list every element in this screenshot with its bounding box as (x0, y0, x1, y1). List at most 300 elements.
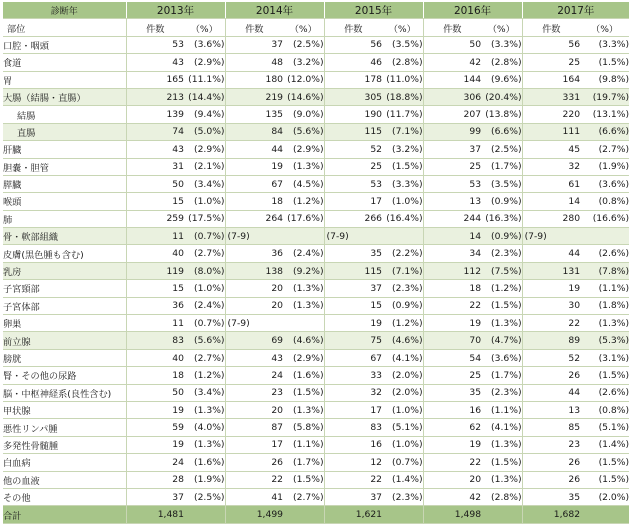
case-count: 144 (423, 71, 481, 88)
case-count: 115 (324, 123, 382, 140)
case-percent: (2.6%) (580, 245, 629, 262)
case-percent: (3.5%) (382, 36, 423, 53)
case-count: 11 (126, 315, 184, 332)
case-percent: (4.7%) (481, 332, 522, 349)
case-count: 26 (522, 454, 580, 471)
case-percent: (1.9%) (184, 471, 225, 488)
site-label: その他 (3, 488, 126, 505)
site-label: 肝臓 (3, 141, 126, 158)
case-percent: (5.0%) (184, 123, 225, 140)
site-label: 他の血液 (3, 471, 126, 488)
case-count: 37 (423, 141, 481, 158)
table-row (3, 315, 629, 332)
case-count: 32 (522, 158, 580, 175)
case-percent: (9.4%) (184, 106, 225, 123)
case-percent: (4.1%) (382, 349, 423, 366)
case-percent: (1.3%) (481, 315, 522, 332)
table-row (3, 228, 629, 245)
table-row (3, 158, 629, 175)
case-count: 54 (423, 349, 481, 366)
case-percent: (11.7%) (382, 106, 423, 123)
case-percent: (1.0%) (184, 280, 225, 297)
case-percent: (1.5%) (580, 454, 629, 471)
case-percent: (2.7%) (184, 245, 225, 262)
case-count: (7-9) (522, 228, 580, 245)
case-count: 19 (126, 436, 184, 453)
case-count: 26 (522, 471, 580, 488)
case-percent: (3.3%) (481, 36, 522, 53)
case-percent: (1.7%) (481, 367, 522, 384)
case-percent: (1.3%) (481, 436, 522, 453)
case-percent: (1.5%) (580, 54, 629, 71)
case-percent: (0.7%) (184, 228, 225, 245)
case-count: 37 (324, 280, 382, 297)
case-count: 15 (126, 193, 184, 210)
total-count: 1,682 (522, 506, 580, 523)
case-count: 331 (522, 88, 580, 105)
case-count: 36 (225, 245, 283, 262)
case-percent: (2.9%) (283, 141, 324, 158)
case-count: 87 (225, 419, 283, 436)
case-count: 20 (225, 401, 283, 418)
case-count: (7-9) (225, 228, 283, 245)
case-count: 50 (423, 36, 481, 53)
case-count: 35 (324, 245, 382, 262)
case-percent: (2.3%) (481, 245, 522, 262)
case-percent (382, 228, 423, 245)
table-row (3, 123, 629, 140)
case-count: 33 (324, 367, 382, 384)
site-label: 胃 (3, 71, 126, 88)
case-percent: (7.8%) (580, 262, 629, 279)
site-label: 喉頭 (3, 193, 126, 210)
case-count: 20 (225, 280, 283, 297)
case-count: 46 (324, 54, 382, 71)
case-count: 12 (324, 454, 382, 471)
total-label: 合計 (3, 506, 126, 523)
case-percent: (0.8%) (580, 193, 629, 210)
case-percent: (5.6%) (184, 332, 225, 349)
case-percent: (2.8%) (382, 54, 423, 71)
case-count: 305 (324, 88, 382, 105)
site-label: 前立腺 (3, 332, 126, 349)
case-percent: (5.1%) (382, 419, 423, 436)
table-row (3, 384, 629, 401)
case-count: 14 (522, 193, 580, 210)
case-count: 42 (423, 54, 481, 71)
case-count: 19 (225, 158, 283, 175)
total-count: 1,481 (126, 506, 184, 523)
case-percent: (1.0%) (382, 401, 423, 418)
site-label: 大腸（結腸・直腸） (3, 88, 126, 105)
table-row (3, 436, 629, 453)
table-row (3, 245, 629, 262)
site-label: 胆嚢・胆管 (3, 158, 126, 175)
case-count: 75 (324, 332, 382, 349)
case-count: 31 (126, 158, 184, 175)
site-label: 悪性リンパ腫 (3, 419, 126, 436)
case-percent: (13.1%) (580, 106, 629, 123)
case-percent: (5.3%) (580, 332, 629, 349)
case-count: 30 (522, 297, 580, 314)
case-count: 165 (126, 71, 184, 88)
case-count: 15 (324, 297, 382, 314)
case-percent: (1.9%) (580, 158, 629, 175)
case-percent: (1.7%) (283, 454, 324, 471)
case-count: 67 (225, 175, 283, 192)
table-row (3, 401, 629, 418)
case-count: 18 (126, 367, 184, 384)
case-percent: (2.5%) (481, 141, 522, 158)
case-percent: (3.5%) (481, 175, 522, 192)
case-count: 62 (423, 419, 481, 436)
case-count: 40 (126, 245, 184, 262)
case-percent: (2.4%) (283, 245, 324, 262)
case-percent: (0.7%) (382, 454, 423, 471)
case-percent: (2.8%) (481, 54, 522, 71)
case-count: 99 (423, 123, 481, 140)
case-count: 24 (225, 367, 283, 384)
table-row (3, 262, 629, 279)
case-percent: (9.0%) (283, 106, 324, 123)
case-count: 213 (126, 88, 184, 105)
case-percent: (12.0%) (283, 71, 324, 88)
case-count: 70 (423, 332, 481, 349)
site-column-header: 部位 (3, 19, 126, 36)
case-count: 45 (522, 141, 580, 158)
case-count: 43 (225, 349, 283, 366)
case-percent: (2.6%) (580, 384, 629, 401)
case-percent: (1.5%) (580, 471, 629, 488)
case-count: 50 (126, 384, 184, 401)
case-percent: (7.1%) (382, 123, 423, 140)
table-row (3, 210, 629, 227)
case-percent: (1.0%) (184, 193, 225, 210)
case-count: 53 (126, 36, 184, 53)
case-percent: (17.6%) (283, 210, 324, 227)
case-percent: (3.2%) (382, 141, 423, 158)
table-row (3, 141, 629, 158)
total-percent-empty (283, 506, 324, 523)
case-count: 19 (423, 436, 481, 453)
case-count: 190 (324, 106, 382, 123)
site-label: 皮膚(黒色腫も含む) (3, 245, 126, 262)
site-label: 骨・軟部組織 (3, 228, 126, 245)
case-count: 40 (126, 349, 184, 366)
site-label: 卵巣 (3, 315, 126, 332)
case-percent: (2.8%) (481, 488, 522, 505)
case-count: 25 (423, 367, 481, 384)
case-count: 53 (423, 175, 481, 192)
case-percent: (2.0%) (382, 367, 423, 384)
percent-column-header: （%） (382, 19, 423, 36)
case-percent: (2.4%) (184, 297, 225, 314)
case-percent: (17.5%) (184, 210, 225, 227)
year-header: 2013年 (126, 2, 225, 19)
case-count: 35 (522, 488, 580, 505)
case-count: 17 (324, 193, 382, 210)
case-percent: (1.2%) (382, 315, 423, 332)
table-row (3, 471, 629, 488)
case-percent (283, 228, 324, 245)
site-label: 直腸 (3, 123, 126, 140)
total-row (3, 506, 629, 523)
case-percent: (2.3%) (382, 280, 423, 297)
site-label: 甲状腺 (3, 401, 126, 418)
case-count: 37 (126, 488, 184, 505)
case-count: 244 (423, 210, 481, 227)
case-percent: (0.9%) (382, 297, 423, 314)
case-percent: (2.7%) (184, 349, 225, 366)
percent-column-header: （%） (580, 19, 629, 36)
case-percent: (0.8%) (580, 401, 629, 418)
count-column-header: 件数 (423, 19, 481, 36)
case-percent: (2.9%) (283, 349, 324, 366)
case-percent: (16.3%) (481, 210, 522, 227)
case-percent: (4.6%) (382, 332, 423, 349)
case-count: 24 (126, 454, 184, 471)
case-count: 17 (225, 436, 283, 453)
case-count: 26 (522, 367, 580, 384)
case-count: 22 (225, 471, 283, 488)
case-count: 13 (423, 193, 481, 210)
case-percent: (3.3%) (382, 175, 423, 192)
case-percent: (5.6%) (283, 123, 324, 140)
case-percent: (3.3%) (580, 36, 629, 53)
total-percent-empty (481, 506, 522, 523)
case-percent: (1.5%) (481, 454, 522, 471)
case-percent: (2.2%) (382, 245, 423, 262)
case-percent: (14.6%) (283, 88, 324, 105)
case-percent: (0.9%) (481, 193, 522, 210)
case-percent: (1.5%) (580, 367, 629, 384)
case-count: 67 (324, 349, 382, 366)
case-count: 220 (522, 106, 580, 123)
count-column-header: 件数 (126, 19, 184, 36)
total-percent-empty (184, 506, 225, 523)
total-percent-empty (580, 506, 629, 523)
table-row (3, 36, 629, 53)
case-percent: (1.3%) (184, 436, 225, 453)
case-percent: (2.7%) (580, 141, 629, 158)
case-count: 83 (324, 419, 382, 436)
case-percent: (19.7%) (580, 88, 629, 105)
case-percent: (6.6%) (481, 123, 522, 140)
case-count: (7-9) (225, 315, 283, 332)
case-count: 178 (324, 71, 382, 88)
case-percent: (1.1%) (283, 436, 324, 453)
case-percent: (16.4%) (382, 210, 423, 227)
case-count: 44 (522, 384, 580, 401)
case-percent: (1.3%) (283, 401, 324, 418)
case-count: 84 (225, 123, 283, 140)
case-count: 50 (126, 175, 184, 192)
case-percent: (2.0%) (580, 488, 629, 505)
case-count: 41 (225, 488, 283, 505)
case-percent: (5.8%) (283, 419, 324, 436)
case-percent: (16.6%) (580, 210, 629, 227)
case-count: 19 (522, 280, 580, 297)
case-percent: (2.1%) (184, 158, 225, 175)
case-percent: (2.3%) (382, 488, 423, 505)
count-column-header: 件数 (324, 19, 382, 36)
case-percent: (3.6%) (481, 349, 522, 366)
case-percent: (2.5%) (283, 36, 324, 53)
case-percent: (1.8%) (580, 297, 629, 314)
case-percent: (1.3%) (283, 158, 324, 175)
case-count: 219 (225, 88, 283, 105)
case-percent: (13.8%) (481, 106, 522, 123)
case-percent: (9.2%) (283, 262, 324, 279)
case-percent: (3.6%) (580, 175, 629, 192)
case-count: 207 (423, 106, 481, 123)
case-count: 56 (324, 36, 382, 53)
count-column-header: 件数 (225, 19, 283, 36)
case-percent: (9.8%) (580, 71, 629, 88)
case-percent: (2.3%) (481, 384, 522, 401)
table-row (3, 488, 629, 505)
case-percent: (7.5%) (481, 262, 522, 279)
site-label: 子宮体部 (3, 297, 126, 314)
case-count: 131 (522, 262, 580, 279)
table-row (3, 54, 629, 71)
case-percent: (1.6%) (184, 454, 225, 471)
case-percent: (1.3%) (283, 297, 324, 314)
case-percent: (1.5%) (481, 297, 522, 314)
case-percent: (0.7%) (184, 315, 225, 332)
case-count: 15 (126, 280, 184, 297)
case-count: 13 (522, 401, 580, 418)
table-row (3, 71, 629, 88)
case-count: 35 (423, 384, 481, 401)
case-count: 280 (522, 210, 580, 227)
case-count: 85 (522, 419, 580, 436)
case-percent: (1.2%) (481, 280, 522, 297)
case-percent: (9.6%) (481, 71, 522, 88)
case-count: 74 (126, 123, 184, 140)
table-row (3, 175, 629, 192)
case-count: 43 (126, 141, 184, 158)
case-count: 164 (522, 71, 580, 88)
table-row (3, 419, 629, 436)
site-label: 乳房 (3, 262, 126, 279)
site-label: 多発性骨髄腫 (3, 436, 126, 453)
case-percent: (1.4%) (382, 471, 423, 488)
year-header: 2017年 (522, 2, 629, 19)
percent-column-header: （%） (481, 19, 522, 36)
site-label: 脳・中枢神経系(良性含む) (3, 384, 126, 401)
case-count: 112 (423, 262, 481, 279)
case-count: 19 (423, 315, 481, 332)
case-percent: (2.9%) (184, 141, 225, 158)
case-count: 20 (423, 471, 481, 488)
year-header: 2016年 (423, 2, 522, 19)
case-count: 18 (423, 280, 481, 297)
case-count: 42 (423, 488, 481, 505)
case-count: 37 (225, 36, 283, 53)
table-row (3, 367, 629, 384)
table-row (3, 106, 629, 123)
case-count: 32 (324, 384, 382, 401)
case-percent: (3.4%) (184, 175, 225, 192)
case-count: 22 (423, 454, 481, 471)
total-count: 1,498 (423, 506, 481, 523)
case-percent: (3.6%) (184, 36, 225, 53)
case-percent: (20.4%) (481, 88, 522, 105)
site-label: 白血病 (3, 454, 126, 471)
case-count: 19 (324, 315, 382, 332)
case-count: 17 (324, 401, 382, 418)
column-header-row (3, 19, 629, 36)
year-header: 2015年 (324, 2, 423, 19)
case-count: 135 (225, 106, 283, 123)
site-label: 肺 (3, 210, 126, 227)
year-header: 2014年 (225, 2, 324, 19)
case-percent: (3.2%) (283, 54, 324, 71)
case-percent: (1.7%) (481, 158, 522, 175)
case-percent: (11.0%) (382, 71, 423, 88)
case-count: 259 (126, 210, 184, 227)
case-percent: (2.5%) (184, 488, 225, 505)
percent-column-header: （%） (184, 19, 225, 36)
case-percent: (1.0%) (382, 436, 423, 453)
case-count: 115 (324, 262, 382, 279)
total-count: 1,621 (324, 506, 382, 523)
total-count: 1,499 (225, 506, 283, 523)
site-label: 膀胱 (3, 349, 126, 366)
case-count: 83 (126, 332, 184, 349)
table-row (3, 349, 629, 366)
case-count: 44 (522, 245, 580, 262)
case-percent: (1.3%) (481, 471, 522, 488)
case-percent: (4.5%) (283, 175, 324, 192)
case-percent: (1.4%) (580, 436, 629, 453)
case-percent: (11.1%) (184, 71, 225, 88)
case-count: 138 (225, 262, 283, 279)
case-count: 53 (324, 175, 382, 192)
case-count: 20 (225, 297, 283, 314)
case-percent: (1.3%) (283, 280, 324, 297)
case-percent: (1.6%) (283, 367, 324, 384)
case-count: 52 (522, 349, 580, 366)
case-percent: (1.5%) (283, 471, 324, 488)
table-row (3, 297, 629, 314)
case-count: 23 (225, 384, 283, 401)
case-count: 18 (225, 193, 283, 210)
case-count: 61 (522, 175, 580, 192)
case-count: 11 (126, 228, 184, 245)
site-label: 膵臓 (3, 175, 126, 192)
table-row (3, 280, 629, 297)
table-row (3, 454, 629, 471)
case-percent (283, 315, 324, 332)
case-count: 48 (225, 54, 283, 71)
case-count: 34 (423, 245, 481, 262)
case-percent: (2.9%) (184, 54, 225, 71)
total-percent-empty (382, 506, 423, 523)
case-count: 139 (126, 106, 184, 123)
case-count: (7-9) (324, 228, 382, 245)
percent-column-header: （%） (283, 19, 324, 36)
case-count: 25 (324, 158, 382, 175)
case-percent: (14.4%) (184, 88, 225, 105)
case-count: 16 (324, 436, 382, 453)
case-count: 22 (423, 297, 481, 314)
site-label: 腎・その他の尿路 (3, 367, 126, 384)
case-percent: (1.3%) (580, 315, 629, 332)
case-percent: (5.1%) (580, 419, 629, 436)
case-count: 14 (423, 228, 481, 245)
